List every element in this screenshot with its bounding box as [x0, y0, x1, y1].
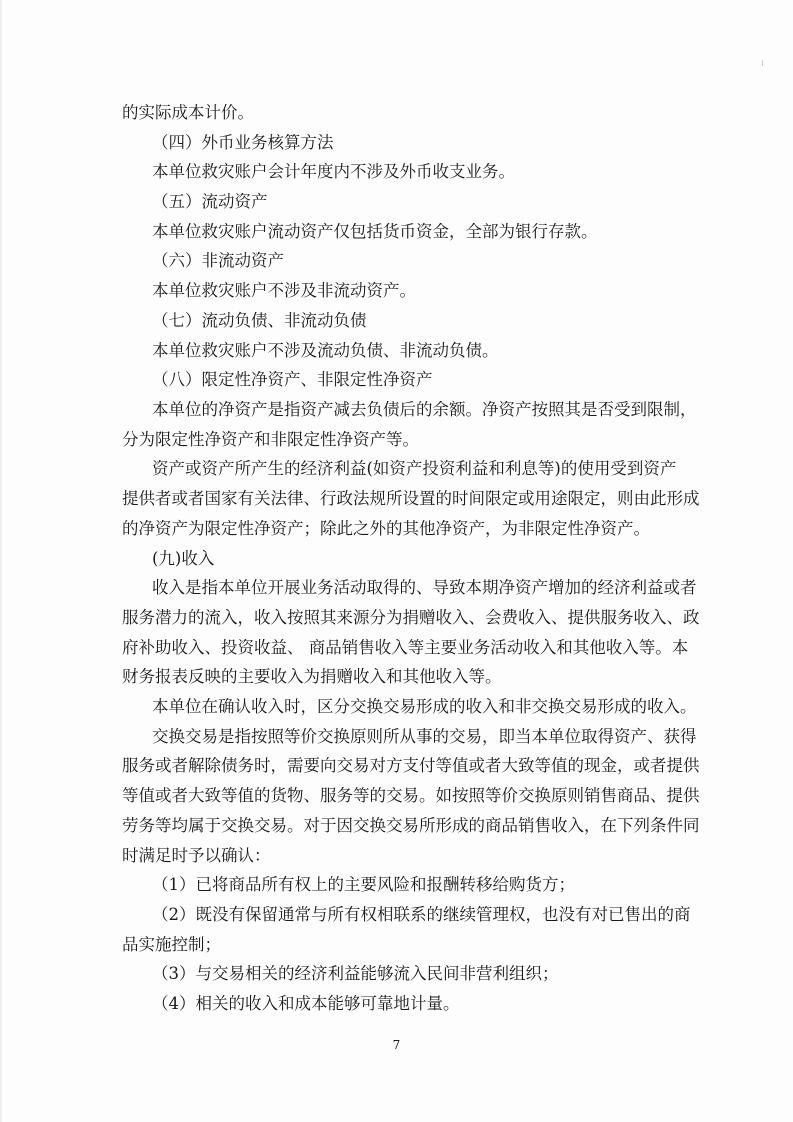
paragraph-line: 本单位在确认收入时，区分交换交易形成的收入和非交换交易形成的收入。 [152, 697, 697, 716]
scan-mark [762, 60, 763, 66]
paragraph-line: 本单位的净资产是指资产减去负债后的余额。净资产按照其是否受到限制， [152, 400, 697, 419]
paragraph-line: 交换交易是指按照等价交换原则所从事的交易，即当本单位取得资产、获得 [152, 727, 697, 746]
paragraph-line: 府补助收入、投资收益、 商品销售收入等主要业务活动收入和其他收入等。本 [122, 638, 689, 657]
scan-edge [0, 0, 2, 1122]
section-heading-net-assets: （八）限定性净资产、非限定性净资产 [152, 370, 433, 389]
paragraph-line: 资产或资产所产生的经济利益(如资产投资利益和利息等)的使用受到资产 [152, 459, 677, 478]
section-heading-current-assets: （五）流动资产 [152, 192, 268, 211]
paragraph-line: 本单位救灾账户会计年度内不涉及外币收支业务。 [152, 162, 515, 181]
list-item: （2）既没有保留通常与所有权相联系的继续管理权，也没有对已售出的商 [152, 905, 691, 924]
section-heading-noncurrent-assets: （六）非流动资产 [152, 251, 284, 270]
paragraph-line: 收入是指本单位开展业务活动取得的、导致本期净资产增加的经济利益或者 [152, 578, 697, 597]
paragraph-line: 等值或者大致等值的货物、服务等的交易。如按照等价交换原则销售商品、提供 [122, 786, 700, 805]
paragraph-line: 本单位救灾账户不涉及流动负债、非流动负债。 [152, 341, 499, 360]
paragraph-line: 提供者或者国家有关法律、行政法规所设置的时间限定或用途限定，则由此形成 [122, 489, 700, 508]
list-item-continuation: 品实施控制； [122, 935, 221, 954]
paragraph-line: 的净资产为限定性净资产；除此之外的其他净资产，为非限定性净资产。 [122, 519, 650, 538]
paragraph-line: 本单位救灾账户不涉及非流动资产。 [152, 281, 416, 300]
section-heading-revenue: (九)收入 [152, 549, 215, 568]
paragraph-line: 服务潜力的流入，收入按照其来源分为捐赠收入、会费收入、提供服务收入、政 [122, 608, 700, 627]
list-item: （3）与交易相关的经济利益能够流入民间非营利组织； [152, 964, 559, 983]
list-item: （4）相关的收入和成本能够可靠地计量。 [152, 994, 460, 1013]
paragraph-line: 时满足时予以确认： [122, 846, 271, 865]
page-number: 7 [392, 1038, 401, 1052]
paragraph-line: 财务报表反映的主要收入为捐赠收入和其他收入等。 [122, 667, 502, 686]
section-heading-foreign-currency: （四）外币业务核算方法 [152, 133, 334, 152]
paragraph-line: 劳务等均属于交换交易。对于因交换交易所形成的商品销售收入，在下列条件同 [122, 816, 700, 835]
paragraph-line: 服务或者解除债务时，需要向交易对方支付等值或者大致等值的现金，或者提供 [122, 756, 700, 775]
paragraph-line: 分为限定性净资产和非限定性净资产等。 [122, 430, 419, 449]
list-item: （1）已将商品所有权上的主要风险和报酬转移给购货方； [152, 875, 575, 894]
paragraph-line: 本单位救灾账户流动资产仅包括货币资金，全部为银行存款。 [152, 222, 598, 241]
paragraph-line: 的实际成本计价。 [122, 103, 254, 122]
section-heading-liabilities: （七）流动负债、非流动负债 [152, 311, 367, 330]
